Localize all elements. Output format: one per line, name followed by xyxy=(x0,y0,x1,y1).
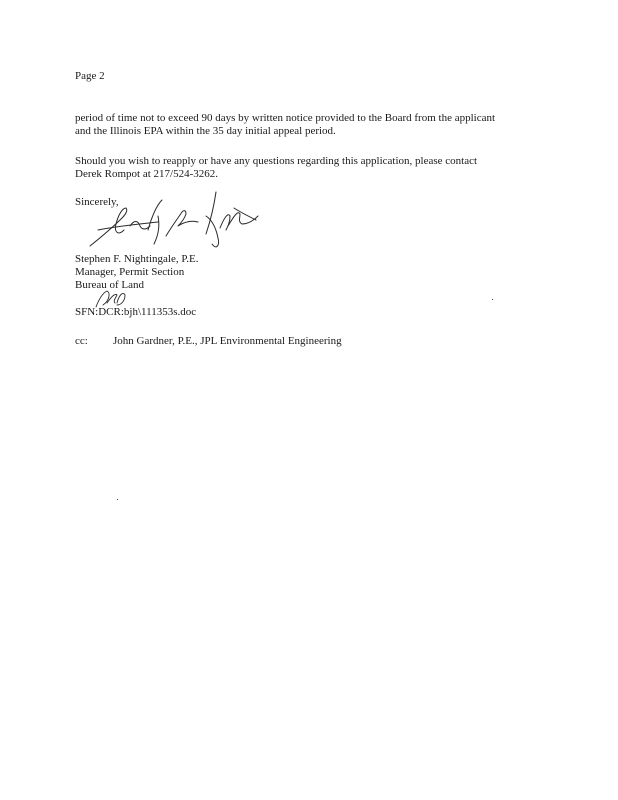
signer-bureau: Bureau of Land xyxy=(75,279,145,291)
paragraph-2-line-2: Derek Rompot at 217/524-3262. xyxy=(75,168,218,180)
scan-speck xyxy=(117,499,118,500)
handwritten-signature xyxy=(88,186,260,252)
paragraph-1-line-2: and the Illinois EPA within the 35 day initial appeal period. xyxy=(75,125,336,137)
closing: Sincerely, xyxy=(75,196,119,208)
paragraph-2-line-1: Should you wish to reapply or have any questions regarding this application, please contact xyxy=(75,155,478,167)
reference-line: SFN:DCR:bjh\111353s.doc xyxy=(75,306,197,318)
paragraph-1-line-1: period of time not to exceed 90 days by written notice provided to the Board from the applicant xyxy=(75,112,496,124)
page-header: Page 2 xyxy=(75,70,105,82)
scan-speck xyxy=(492,299,493,300)
signer-title: Manager, Permit Section xyxy=(75,266,185,278)
cc-label: cc: xyxy=(75,335,88,347)
signer-name: Stephen F. Nightingale, P.E. xyxy=(75,253,199,265)
cc-recipient: John Gardner, P.E., JPL Environmental Engineering xyxy=(113,335,342,347)
